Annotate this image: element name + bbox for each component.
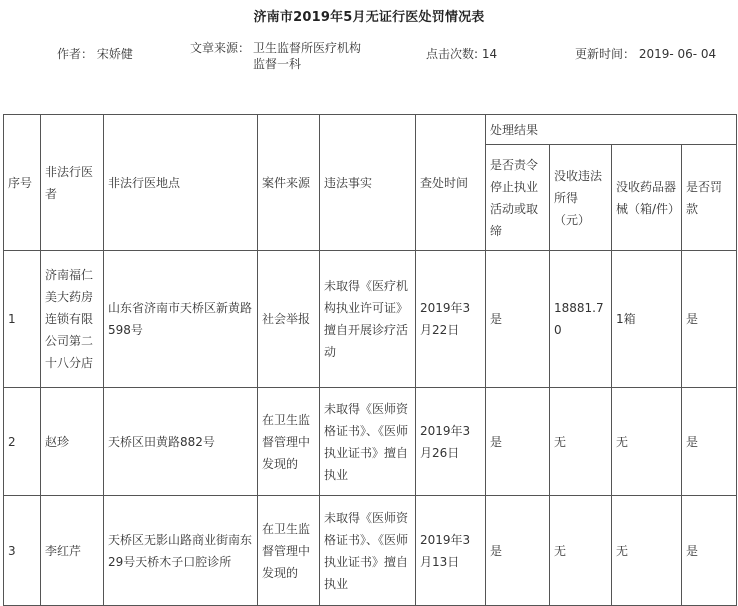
source-label: 文章来源： xyxy=(190,41,251,55)
header-stop: 是否责令停止执业活动或取缔 xyxy=(486,145,550,251)
cell-name: 济南福仁美大药房连锁有限公司第二十八分店 xyxy=(41,251,104,388)
table-row xyxy=(4,496,737,606)
cell-case-source: 在卫生监督管理中发现的 xyxy=(258,496,320,606)
cell-equipment: 无 xyxy=(612,496,682,606)
header-name: 非法行医者 xyxy=(41,115,104,251)
cell-income: 18881.70 xyxy=(550,251,612,388)
cell-facts: 未取得《医师资格证书》、《医师执业证书》擅自执业 xyxy=(320,496,416,606)
header-date: 查处时间 xyxy=(416,115,486,251)
cell-fine: 是 xyxy=(682,388,737,496)
author: 作者： 宋娇健 xyxy=(57,47,133,61)
cell-income: 无 xyxy=(550,388,612,496)
cell-name: 赵珍 xyxy=(41,388,104,496)
header-confiscate-equipment: 没收药品器械（箱/件） xyxy=(612,145,682,251)
source-value: 卫生监督所医疗机构监督一科 xyxy=(253,41,362,71)
cell-fine: 是 xyxy=(682,496,737,606)
cell-fine: 是 xyxy=(682,251,737,388)
cell-stop: 是 xyxy=(486,388,550,496)
cell-equipment: 1箱 xyxy=(612,251,682,388)
cell-location: 山东省济南市天桥区新黄路598号 xyxy=(104,251,258,388)
cell-date: 2019年3月26日 xyxy=(416,388,486,496)
cell-no: 1 xyxy=(4,251,41,388)
cell-date: 2019年3月13日 xyxy=(416,496,486,606)
cell-location: 天桥区田黄路882号 xyxy=(104,388,258,496)
cell-equipment: 无 xyxy=(612,388,682,496)
update-time: 更新时间： 2019- 06- 04 xyxy=(575,47,717,61)
cell-facts: 未取得《医疗机构执业许可证》擅自开展诊疗活动 xyxy=(320,251,416,388)
table-row xyxy=(4,251,737,388)
cell-no: 2 xyxy=(4,388,41,496)
header-result-group: 处理结果 xyxy=(486,115,737,145)
header-facts: 违法事实 xyxy=(320,115,416,251)
header-confiscate-income: 没收违法所得（元） xyxy=(550,145,612,251)
cell-stop: 是 xyxy=(486,251,550,388)
cell-name: 李红芹 xyxy=(41,496,104,606)
page-title: 济南市2019年5月无证行医处罚情况表 xyxy=(253,10,485,25)
click-count: 点击次数: 14 xyxy=(426,47,498,61)
cell-stop: 是 xyxy=(486,496,550,606)
header-no: 序号 xyxy=(4,115,41,251)
penalty-table xyxy=(3,114,737,606)
header-location: 非法行医地点 xyxy=(104,115,258,251)
cell-case-source: 在卫生监督管理中发现的 xyxy=(258,388,320,496)
cell-location: 天桥区无影山路商业街南东29号天桥木子口腔诊所 xyxy=(104,496,258,606)
table-row xyxy=(4,388,737,496)
header-case-source: 案件来源 xyxy=(258,115,320,251)
cell-no: 3 xyxy=(4,496,41,606)
cell-date: 2019年3月22日 xyxy=(416,251,486,388)
cell-case-source: 社会举报 xyxy=(258,251,320,388)
header-row-1 xyxy=(4,115,737,145)
cell-facts: 未取得《医师资格证书》、《医师执业证书》擅自执业 xyxy=(320,388,416,496)
header-fine: 是否罚款 xyxy=(682,145,737,251)
cell-income: 无 xyxy=(550,496,612,606)
